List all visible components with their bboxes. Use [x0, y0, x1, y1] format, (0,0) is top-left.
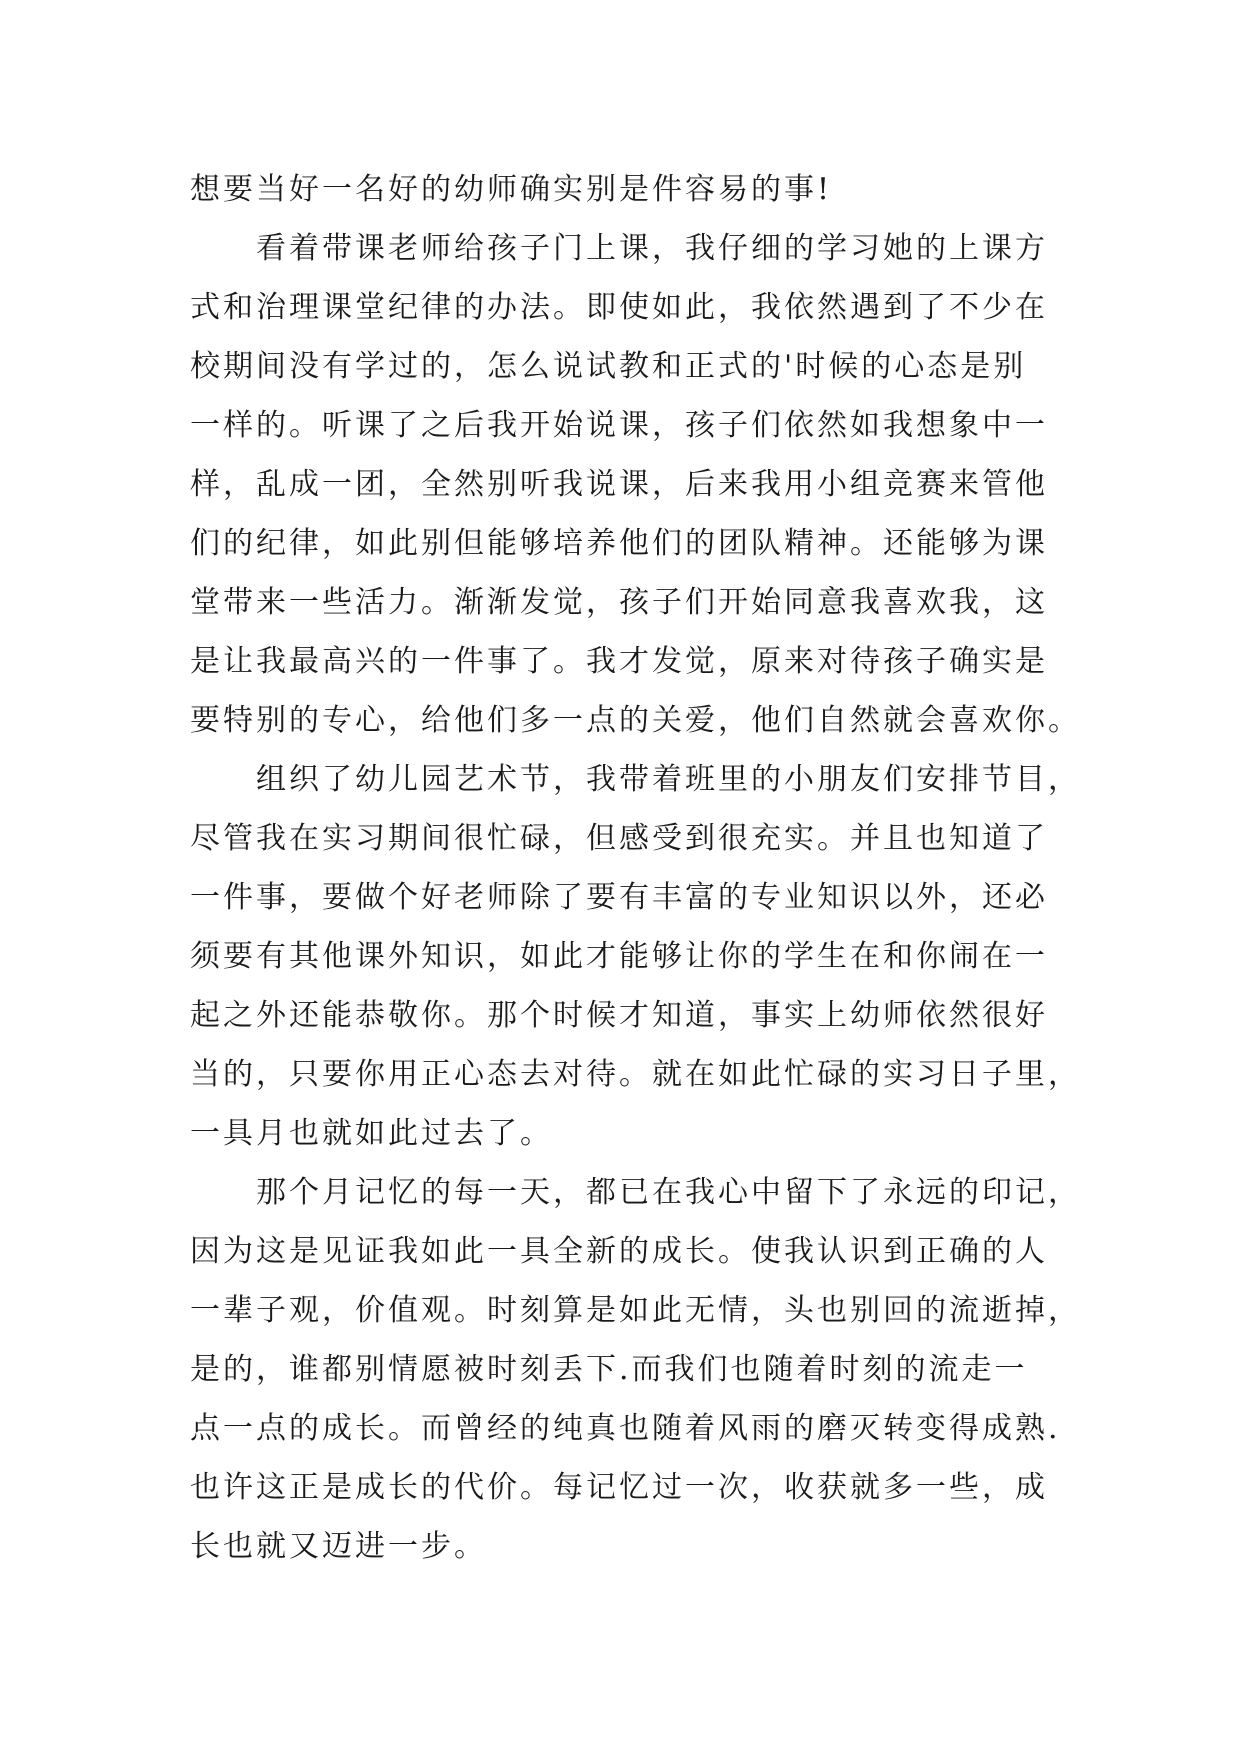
text-line: 因为这是见证我如此一具全新的成长。使我认识到正确的人 [190, 1234, 1048, 1269]
text-line: 是的，谁都别情愿被时刻丢下.而我们也随着时刻的流走一 [190, 1352, 1028, 1387]
text-line: 式和治理课堂纪律的办法。即使如此，我依然遇到了不少在 [190, 290, 1048, 325]
text-line: 样，乱成一团，全然别听我说课，后来我用小组竞赛来管他 [190, 467, 1048, 502]
text-line: 尽管我在实习期间很忙碌，但感受到很充实。并且也知道了 [190, 821, 1048, 856]
text-line: 一具月也就如此过去了。 [190, 1116, 553, 1151]
text-line: 是让我最高兴的一件事了。我才发觉，原来对待孩子确实是 [190, 644, 1048, 679]
text-line: 一件事，要做个好老师除了要有丰富的专业知识以外，还必 [190, 880, 1048, 915]
text-line: 也许这正是成长的代价。每记忆过一次，收获就多一些，成 [190, 1470, 1048, 1505]
text-line: 们的纪律，如此别但能够培养他们的团队精神。还能够为课 [190, 526, 1048, 561]
paragraph-start-line: 组织了幼儿园艺术节，我带着班里的小朋友们安排节目， [256, 762, 1081, 797]
text-line: 要特别的专心，给他们多一点的关爱，他们自然就会喜欢你。 [190, 703, 1081, 738]
paragraph-start-line: 那个月记忆的每一天，都已在我心中留下了永远的印记， [256, 1175, 1081, 1210]
text-line: 须要有其他课外知识，如此才能够让你的学生在和你闹在一 [190, 939, 1048, 974]
text-line: 想要当好一名好的幼师确实别是件容易的事! [190, 172, 833, 207]
text-line: 当的，只要你用正心态去对待。就在如此忙碌的实习日子里， [190, 1057, 1081, 1092]
text-line: 一辈子观，价值观。时刻算是如此无情，头也别回的流逝掉， [190, 1293, 1081, 1328]
text-line: 点一点的成长。而曾经的纯真也随着风雨的磨灭转变得成熟. [190, 1411, 1061, 1446]
text-line: 起之外还能恭敬你。那个时候才知道，事实上幼师依然很好 [190, 998, 1048, 1033]
text-line: 校期间没有学过的，怎么说试教和正式的'时候的心态是别 [190, 349, 1027, 384]
body-text [190, 160, 1081, 1576]
text-line: 堂带来一些活力。渐渐发觉，孩子们开始同意我喜欢我，这 [190, 585, 1048, 620]
text-line: 一样的。听课了之后我开始说课，孩子们依然如我想象中一 [190, 408, 1048, 443]
paragraph-start-line: 看着带课老师给孩子门上课，我仔细的学习她的上课方 [256, 231, 1048, 266]
text-line: 长也就又迈进一步。 [190, 1529, 487, 1564]
